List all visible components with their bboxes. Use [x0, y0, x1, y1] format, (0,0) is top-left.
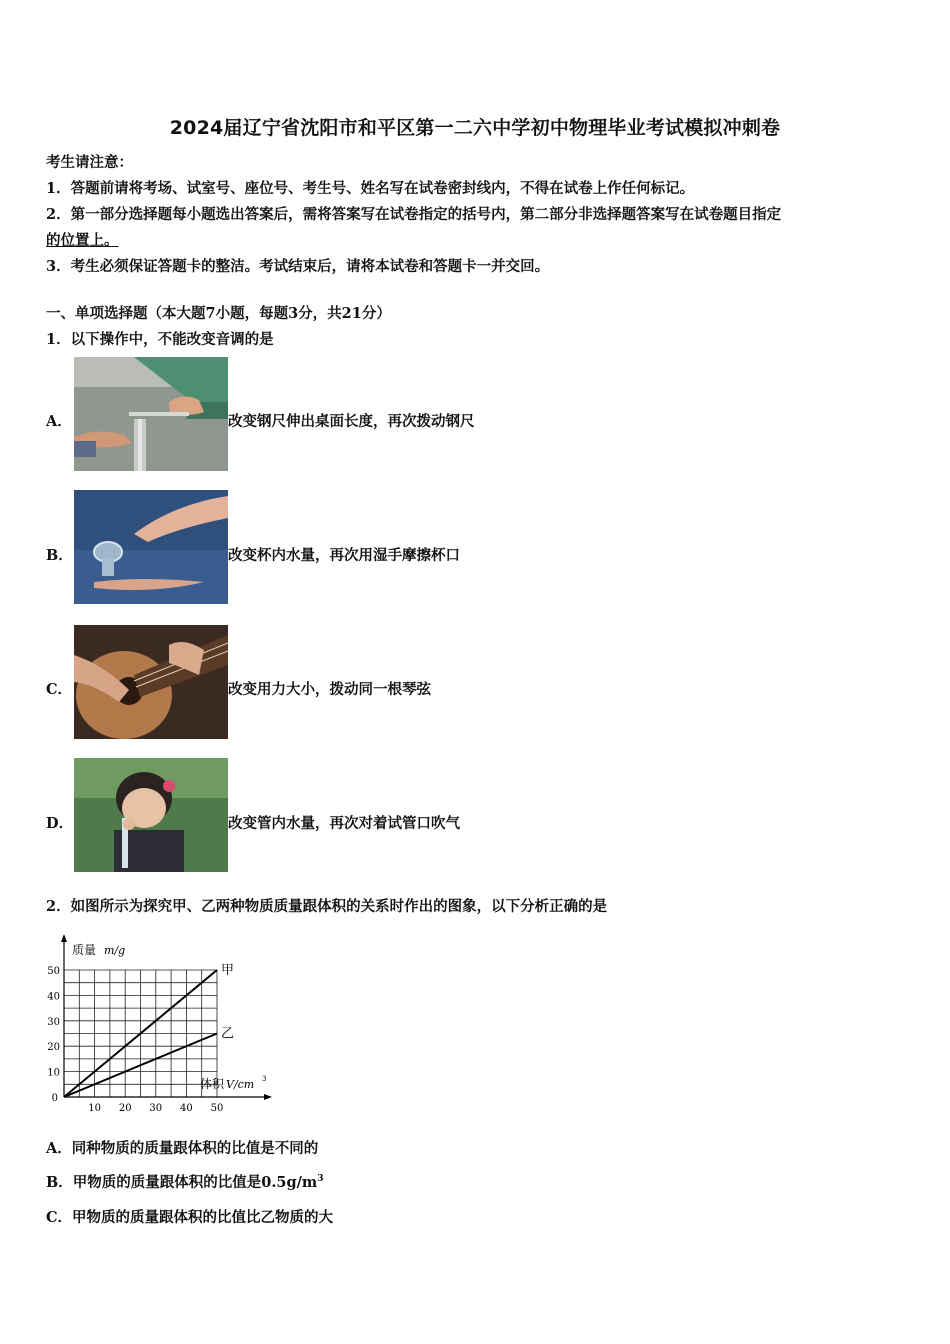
x-tick-label: 10	[88, 1103, 101, 1114]
y-tick-label: 20	[47, 1042, 60, 1054]
question-2-stem: 2．如图所示为探究甲、乙两种物质质量跟体积的关系时作出的图象，以下分析正确的是	[46, 898, 608, 915]
x-tick-label: 30	[149, 1103, 163, 1114]
q2-option-a-letter: A．	[46, 1140, 72, 1157]
notice-item-2-continued: 的位置上。	[46, 232, 119, 249]
x-axis-label: 体积	[200, 1077, 225, 1091]
series-label: 甲	[221, 963, 235, 978]
q2-option-b-letter: B．	[46, 1174, 73, 1191]
q1-option-a-text: 改变钢尺伸出桌面长度，再次拨动钢尺	[228, 413, 475, 430]
q2-option-b	[46, 1171, 324, 1192]
q1-option-a-letter: A．	[46, 413, 72, 430]
notice-item-2: 2．第一部分选择题每小题选出答案后，需将答案写在试卷指定的括号内，第二部分非选择题答案写在试卷题目指定	[46, 206, 782, 223]
notice-item-1: 1．答题前请将考场、试室号、座位号、考生号、姓名写在试卷密封线内，不得在试卷上作任何标记。	[46, 180, 695, 197]
q2-option-b-sup: 3	[317, 1174, 324, 1185]
origin-label: 0	[51, 1093, 58, 1104]
q2-option-a	[46, 1137, 318, 1158]
q2-option-c-letter: C．	[46, 1209, 73, 1226]
y-tick-label: 10	[47, 1067, 60, 1079]
q1-option-c-letter: C．	[46, 681, 73, 698]
notice-item-3: 3．考生必须保证答题卡的整洁。考试结束后，请将本试卷和答题卡一并交回。	[46, 258, 550, 275]
y-axis-unit: m/g	[104, 944, 126, 957]
notice-block	[46, 150, 906, 280]
y-tick-label: 50	[47, 966, 60, 977]
q2-option-c-text: 甲物质的质量跟体积的比值比乙物质的大	[72, 1209, 334, 1226]
section-heading: 一、单项选择题（本大题7小题，每题3分，共21分）	[46, 305, 391, 322]
x-axis-unit-superscript: 3	[262, 1075, 267, 1083]
q1-option-b-letter: B．	[46, 547, 73, 564]
x-axis-arrow	[264, 1094, 272, 1100]
question-1-stem: 1．以下操作中，不能改变音调的是	[46, 331, 274, 348]
q1-option-d-text: 改变管内水量，再次对着试管口吹气	[228, 815, 460, 832]
q1-option-c-photo	[74, 625, 228, 739]
x-axis-unit: V/cm	[226, 1078, 255, 1091]
y-axis-label: 质量	[72, 943, 97, 957]
y-tick-label: 40	[47, 991, 60, 1003]
x-tick-label: 50	[210, 1103, 224, 1114]
q2-option-a-text: 同种物质的质量跟体积的比值是不同的	[71, 1140, 319, 1157]
q1-option-b-photo	[74, 490, 228, 604]
q1-option-b-text: 改变杯内水量，再次用湿手摩擦杯口	[228, 547, 460, 564]
y-tick-label: 30	[47, 1016, 60, 1028]
q1-option-a-photo	[74, 357, 228, 471]
q1-option-c-text: 改变用力大小，拨动同一根琴弦	[228, 681, 431, 698]
x-tick-label: 40	[180, 1103, 193, 1114]
q1-option-d-letter: D．	[46, 815, 74, 832]
y-axis-arrow	[61, 934, 67, 942]
q2-option-b-text: 甲物质的质量跟体积的比值是0.5g/m	[72, 1174, 318, 1191]
x-tick-label: 20	[118, 1103, 132, 1114]
q1-option-d-photo	[74, 758, 228, 872]
notice-heading: 考生请注意：	[46, 154, 133, 171]
series-label: 乙	[221, 1026, 235, 1042]
q2-option-c	[46, 1206, 333, 1227]
mass-volume-chart	[40, 930, 275, 1119]
page-title: 2024届辽宁省沈阳市和平区第一二六中学初中物理毕业考试模拟冲刺卷	[169, 117, 781, 139]
